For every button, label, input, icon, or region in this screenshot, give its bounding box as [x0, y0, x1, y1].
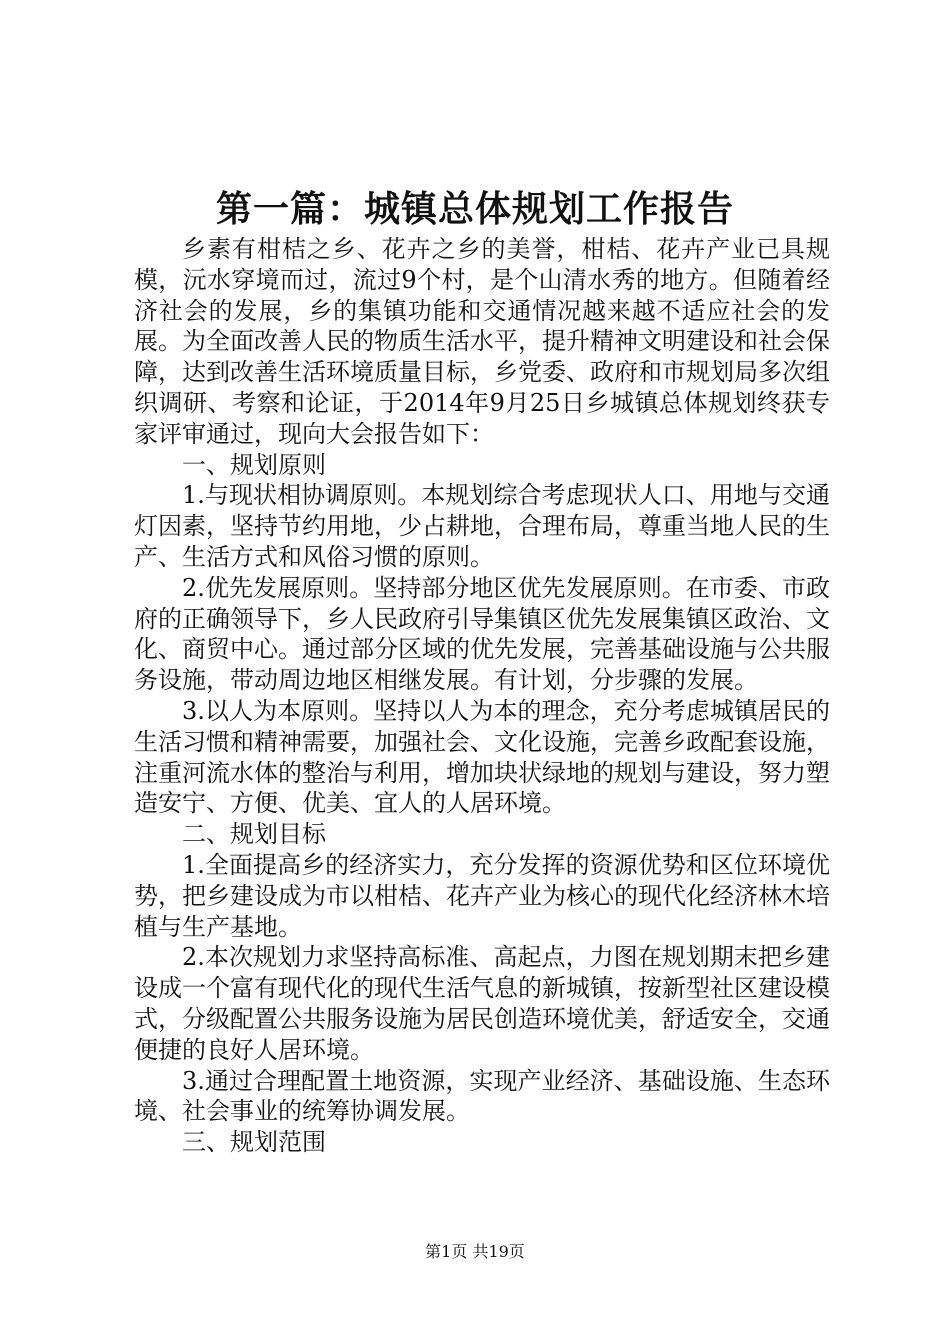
document-body	[134, 234, 830, 1158]
document-title: 第一篇：城镇总体规划工作报告	[215, 188, 734, 230]
section-heading-principles: 一、规划原则	[182, 450, 326, 479]
principle-1-paragraph: 1.与现状相协调原则。本规划综合考虑现状人口、用地与交通灯因素，坚持节约用地，少占耕地，合理布局，尊重当地人民的生产、生活方式和风俗习惯的原则。	[134, 481, 830, 571]
goal-1-paragraph: 1.全面提高乡的经济实力，充分发挥的资源优势和区位环境优势，把乡建设成为市以柑桔、花卉产业为核心的现代化经济林木培植与生产基地。	[134, 850, 830, 941]
page-number-footer: 第1页 共19页	[425, 1242, 525, 1261]
goal-2-paragraph: 2.本次规划力求坚持高标准、高起点，力图在规划期末把乡建设成一个富有现代化的现代生活气息的新城镇，按新型社区建设模式，分级配置公共服务设施为居民创造环境优美，舒适安全，交通便捷的良好人居环境。	[134, 943, 830, 1064]
principle-2-paragraph: 2.优先发展原则。坚持部分地区优先发展原则。在市委、市政府的正确领导下，乡人民政府引导集镇区优先发展集镇区政治、文化、商贸中心。通过部分区域的优先发展，完善基础设施与公共服务设施，带动周边地区相继发展。有计划，分步骤的发展。	[134, 573, 830, 695]
goal-3-paragraph: 3.通过合理配置土地资源，实现产业经济、基础设施、生态环境、社会事业的统筹协调发展。	[134, 1066, 830, 1126]
intro-paragraph: 乡素有柑桔之乡、花卉之乡的美誉，柑桔、花卉产业已具规模，沅水穿境而过，流过9个村，是个山清水秀的地方。但随着经济社会的发展，乡的集镇功能和交通情况越来越不适应社会的发展。为全面改善人民的物质生活水平，提升精神文明建设和社会保障，达到改善生活环境质量目标，乡党委、政府和市规划局多次组织调研、考察和论证，于2014年9月25日乡城镇总体规划终获专家评审通过，现向大会报告如下：	[134, 235, 830, 448]
principle-3-paragraph: 3.以人为本原则。坚持以人为本的理念，充分考虑城镇居民的生活习惯和精神需要，加强社会、文化设施，完善乡政配套设施，注重河流水体的整治与利用，增加块状绿地的规划与建设，努力塑造安宁、方便、优美、宜人的人居环境。	[134, 696, 830, 818]
section-heading-goals: 二、规划目标	[182, 820, 326, 849]
section-heading-scope: 三、规划范围	[182, 1128, 326, 1157]
